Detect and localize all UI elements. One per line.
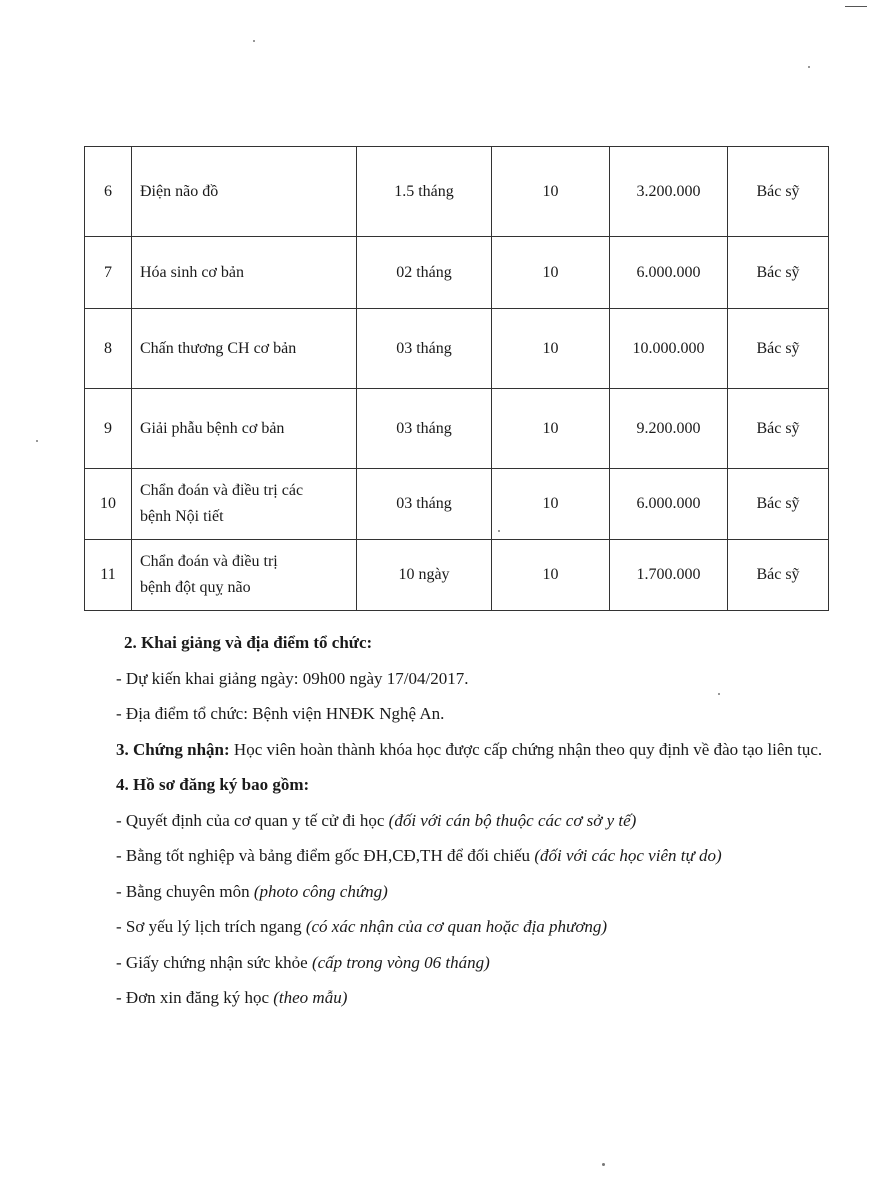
list-item: [116, 803, 831, 839]
list-item: [116, 980, 831, 1016]
course-duration: 1.5 tháng: [357, 147, 492, 237]
course-fee: 9.200.000: [610, 389, 728, 469]
course-quantity: 10: [492, 540, 610, 611]
list-item-note: (photo công chứng): [253, 881, 388, 901]
course-target: Bác sỹ: [728, 540, 829, 611]
scan-speck: [498, 530, 500, 532]
section-2-line: - Dự kiến khai giảng ngày: 09h00 ngày 17/04/2017.: [116, 668, 469, 688]
course-name: Điện não đồ: [132, 147, 357, 237]
course-name: Hóa sinh cơ bản: [132, 237, 357, 309]
document-body: [116, 625, 831, 1016]
list-item: [116, 909, 831, 945]
course-target: Bác sỹ: [728, 469, 829, 540]
course-fee: 6.000.000: [610, 469, 728, 540]
course-name-line: bệnh Nội tiết: [140, 508, 224, 525]
list-item-text: - Đơn xin đăng ký học: [116, 988, 274, 1007]
course-name-line: Chẩn đoán và điều trị các: [140, 482, 304, 499]
course-quantity: 10: [492, 309, 610, 389]
list-item-text: - Bằng chuyên môn: [116, 881, 254, 901]
course-duration: 03 tháng: [357, 469, 492, 540]
table-row: [85, 469, 829, 540]
course-name: [132, 469, 357, 540]
section-3-text: Học viên hoàn thành khóa học được cấp chứng nhận theo quy định về đào tạo liên tục.: [229, 739, 823, 759]
row-number: 10: [85, 469, 132, 540]
course-quantity: 10: [492, 389, 610, 469]
row-number: 7: [85, 237, 132, 309]
course-quantity: 10: [492, 237, 610, 309]
list-item-note: (đối với các học viên tự do): [534, 846, 722, 865]
course-quantity: 10: [492, 147, 610, 237]
table-row: [85, 540, 829, 611]
table-row: [85, 309, 829, 389]
scan-speck: [253, 40, 255, 42]
list-item: [116, 945, 831, 981]
row-number: 8: [85, 309, 132, 389]
course-fee: 1.700.000: [610, 540, 728, 611]
section-3-title: 3. Chứng nhận:: [116, 739, 230, 759]
course-duration: 02 tháng: [357, 237, 492, 309]
list-item-note: (theo mẫu): [273, 988, 348, 1007]
scan-speck: [718, 693, 720, 695]
scan-edge-mark: [845, 6, 867, 7]
course-fee: 6.000.000: [610, 237, 728, 309]
list-item-text: - Giấy chứng nhận sức khỏe: [116, 952, 312, 972]
section-4-title: 4. Hồ sơ đăng ký bao gồm:: [116, 775, 310, 794]
scan-speck: [808, 66, 810, 68]
list-item-text: - Quyết định của cơ quan y tế cử đi học: [116, 810, 389, 830]
row-number: 6: [85, 147, 132, 237]
list-item-text: - Bằng tốt nghiệp và bảng điểm gốc ĐH,CĐ,TH để đối chiếu: [116, 846, 535, 865]
course-target: Bác sỹ: [728, 389, 829, 469]
course-duration: 10 ngày: [357, 540, 492, 611]
table-row: [85, 389, 829, 469]
row-number: 11: [85, 540, 132, 611]
section-4-heading: [116, 767, 831, 803]
course-quantity: 10: [492, 469, 610, 540]
scan-speck: [36, 440, 38, 442]
course-target: Bác sỹ: [728, 237, 829, 309]
section-2-heading: [116, 625, 831, 661]
section-2-line: - Địa điểm tổ chức: Bệnh viện HNĐK Nghệ An.: [116, 704, 445, 723]
list-item-note: (cấp trong vòng 06 tháng): [311, 952, 490, 972]
table-row: [85, 237, 829, 309]
course-target: Bác sỹ: [728, 147, 829, 237]
list-item-text: - Sơ yếu lý lịch trích ngang: [116, 917, 306, 936]
course-duration: 03 tháng: [357, 389, 492, 469]
course-fee: 3.200.000: [610, 147, 728, 237]
list-item-note: (đối với cán bộ thuộc các cơ sở y tế): [388, 810, 637, 830]
section-2-title: 2. Khai giảng và địa điểm tổ chức:: [124, 633, 373, 652]
list-item: [116, 874, 831, 910]
section-3-paragraph: [116, 732, 831, 768]
scan-speck: [602, 1163, 605, 1166]
table-row: [85, 147, 829, 237]
course-name: Chấn thương CH cơ bản: [132, 309, 357, 389]
course-name-line: Chẩn đoán và điều trị: [140, 553, 278, 570]
course-name: [132, 540, 357, 611]
course-table: [84, 146, 829, 611]
course-target: Bác sỹ: [728, 309, 829, 389]
course-name-line: bệnh đột quỵ não: [140, 579, 251, 596]
list-item: [116, 838, 831, 874]
course-name: Giải phẫu bệnh cơ bản: [132, 389, 357, 469]
course-fee: 10.000.000: [610, 309, 728, 389]
course-duration: 03 tháng: [357, 309, 492, 389]
list-item-note: (có xác nhận của cơ quan hoặc địa phương): [305, 917, 608, 936]
row-number: 9: [85, 389, 132, 469]
